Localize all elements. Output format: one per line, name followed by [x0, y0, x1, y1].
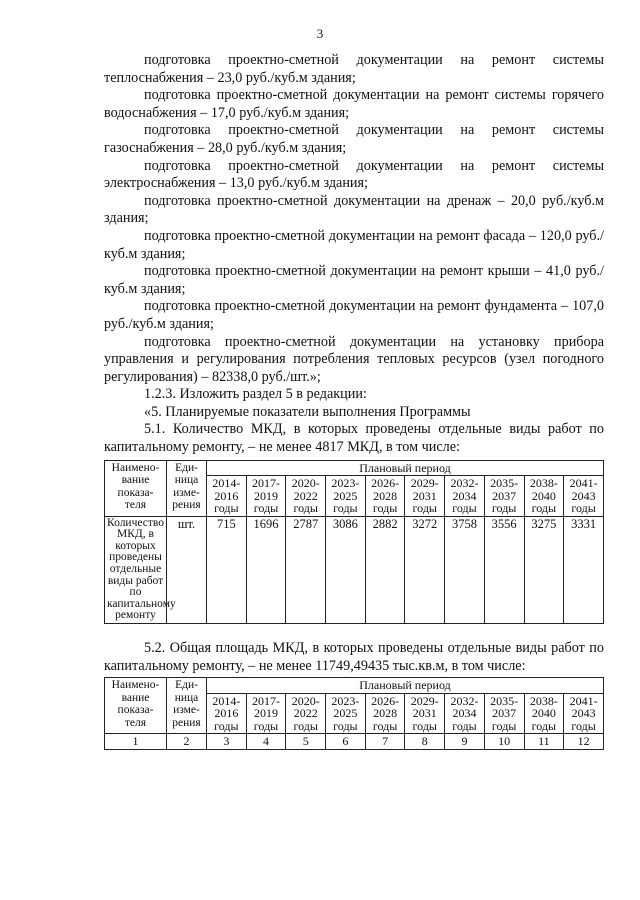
- table1-value: 3331: [564, 516, 604, 623]
- table2-period: 2020-2022 годы: [286, 693, 326, 734]
- table2-period: 2017-2019 годы: [246, 693, 286, 734]
- table-row: [105, 734, 604, 750]
- paragraph-foundation: подготовка проектно-сметной документации на ремонт фундамента – 107,0 руб./куб.м здания;: [104, 298, 604, 332]
- table2-index: 1: [105, 734, 167, 750]
- table1-header-period: Плановый период: [207, 460, 604, 476]
- table1-value: 3272: [405, 516, 445, 623]
- table2-period: 2023-2025 годы: [326, 693, 366, 734]
- table-row: [105, 516, 604, 623]
- table1-period: 2038-2040 годы: [524, 476, 564, 517]
- table2-index: 12: [564, 734, 604, 750]
- table1-header-unit: Еди-ница изме-рения: [167, 460, 207, 516]
- table2-index: 3: [207, 734, 247, 750]
- table2-index: 11: [524, 734, 564, 750]
- paragraph-heating: подготовка проектно-сметной документации на ремонт системы теплоснабжения – 23,0 руб./куб.м здания;: [104, 52, 604, 86]
- table1-value: 2787: [286, 516, 326, 623]
- paragraph-gas: подготовка проектно-сметной документации на ремонт системы газоснабжения – 28,0 руб./куб.м здания;: [104, 122, 604, 156]
- table-mkd-area: [104, 677, 604, 750]
- table2-index: 8: [405, 734, 445, 750]
- section-5-title: «5. Планируемые показатели выполнения Программы: [144, 403, 471, 420]
- table2-period: 2038-2040 годы: [524, 693, 564, 734]
- table1-row-name: Количество МКД, в которых проведены отдельные виды работ по капитальному ремонту: [105, 516, 167, 623]
- table-mkd-count: [104, 460, 604, 624]
- table2-index: 5: [286, 734, 326, 750]
- document-body: [104, 52, 604, 750]
- table1-row-unit: шт.: [167, 516, 207, 623]
- table1-period: 2026-2028 годы: [365, 476, 405, 517]
- table1-period: 2020-2022 годы: [286, 476, 326, 517]
- table1-period: 2035-2037 годы: [484, 476, 524, 517]
- table2-index: 10: [484, 734, 524, 750]
- paragraph-roof: подготовка проектно-сметной документации на ремонт крыши – 41,0 руб./куб.м здания;: [104, 263, 604, 297]
- table2-period: 2032-2034 годы: [445, 693, 485, 734]
- table1-period: 2032-2034 годы: [445, 476, 485, 517]
- table2-index: 7: [365, 734, 405, 750]
- table2-header-unit: Еди-ница изме-рения: [167, 678, 207, 734]
- table1-value: 3275: [524, 516, 564, 623]
- table2-period: 2026-2028 годы: [365, 693, 405, 734]
- paragraph-drainage: подготовка проектно-сметной документации на дренаж – 20,0 руб./куб.м здания;: [104, 192, 604, 227]
- table2-index: 2: [167, 734, 207, 750]
- table2-period: 2041-2043 годы: [564, 693, 604, 734]
- table2-header-name: Наимено-вание показа-теля: [105, 678, 167, 734]
- paragraph-weather-regulation: подготовка проектно-сметной документации на установку прибора управления и регулирования потребления тепловых ресурсов (узел погодного регулирования) – 82338,0 руб./шт.»;: [104, 333, 604, 385]
- page-number: 3: [316, 26, 324, 41]
- table2-period: 2014-2016 годы: [207, 693, 247, 734]
- table1-period: 2041-2043 годы: [564, 476, 604, 517]
- table2-index: 4: [246, 734, 286, 750]
- table1-period: 2029-2031 годы: [405, 476, 445, 517]
- table1-header-name: Наимено-вание показа-теля: [105, 460, 167, 516]
- paragraph-hot-water: подготовка проектно-сметной документации на ремонт системы горячего водоснабжения – 17,0 руб./куб.м здания;: [104, 87, 604, 121]
- table1-value: 1696: [246, 516, 286, 623]
- table1-period: 2014-2016 годы: [207, 476, 247, 517]
- paragraph-5-2: 5.2. Общая площадь МКД, в которых проведены отдельные виды работ по капитальному ремонту, – не менее 11749,49435 тыс.кв.м, в том числе:: [104, 640, 604, 674]
- table2-period: 2029-2031 годы: [405, 693, 445, 734]
- table1-value: 3086: [326, 516, 366, 623]
- table1-value: 3556: [484, 516, 524, 623]
- paragraph-electricity: подготовка проектно-сметной документации на ремонт системы электроснабжения – 13,0 руб./куб.м здания;: [104, 157, 604, 192]
- paragraph-5-1: 5.1. Количество МКД, в которых проведены отдельные виды работ по капитальному ремонту, – не менее 4817 МКД, в том числе:: [104, 421, 604, 456]
- table1-value: 3758: [445, 516, 485, 623]
- table1-value: 2882: [365, 516, 405, 623]
- table2-period: 2035-2037 годы: [484, 693, 524, 734]
- table1-period: 2017-2019 годы: [246, 476, 286, 517]
- table1-period: 2023-2025 годы: [326, 476, 366, 517]
- table1-value: 715: [207, 516, 247, 623]
- table2-header-period: Плановый период: [207, 678, 604, 694]
- table2-index: 9: [445, 734, 485, 750]
- paragraph-facade: подготовка проектно-сметной документации на ремонт фасада – 120,0 руб./куб.м здания;: [104, 227, 604, 262]
- table2-index: 6: [326, 734, 366, 750]
- paragraph-section-instruction: 1.2.3. Изложить раздел 5 в редакции:: [144, 386, 367, 403]
